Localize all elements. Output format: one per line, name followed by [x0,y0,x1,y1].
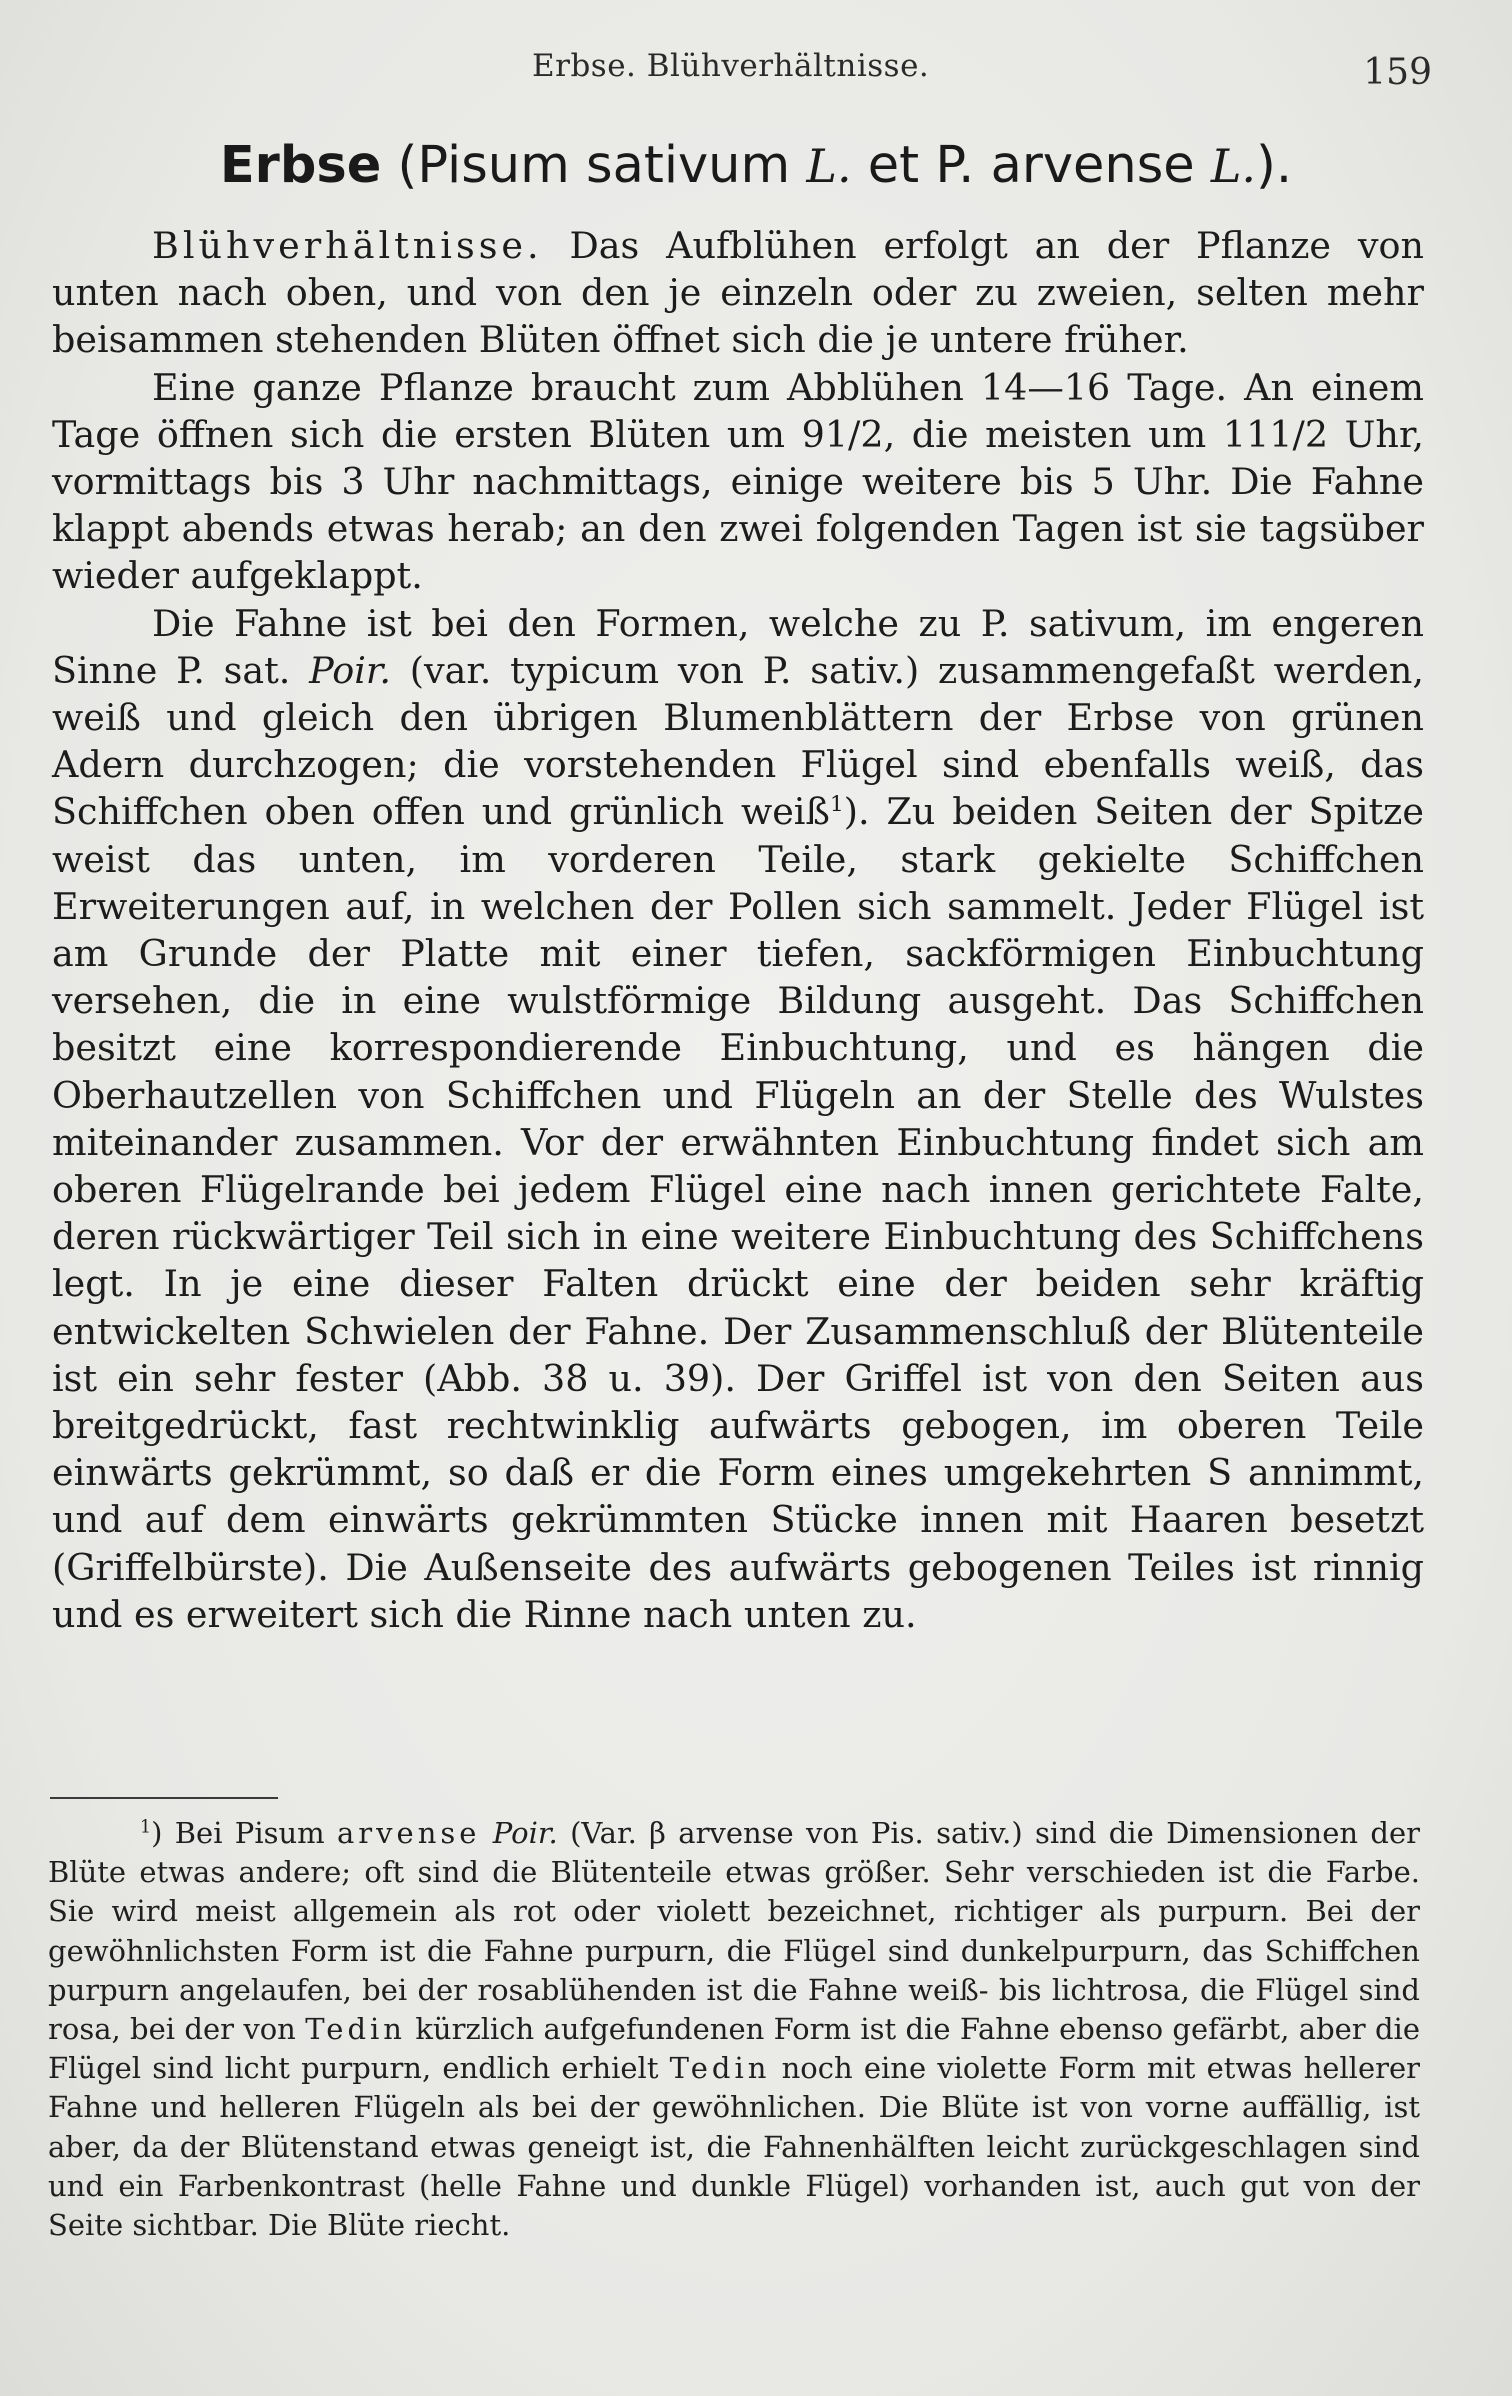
paragraph-3-b: (var. typicum von P. sativ.) zusammengefaßt werden, weiß und gleich den übrigen Blumenblättern der Erbse von grünen Adern durchzogen; die vorstehenden Flügel sind ebenfalls weiß, das Schiffchen oben offen und grünlich weiß [52,648,1424,834]
footnote-b [480,1816,492,1850]
footnote-c: (Var. β arvense von Pis. sativ.) sind die Dimensionen der Blüte etwas andere; oft sind die Blütenteile etwas größer. Sehr verschieden ist die Farbe. Sie wird meist allgemein als rot oder violett bezeichnet, richtiger als purpurn. Bei der gewöhnlichsten Form ist die Fahne purpurn, die Flügel sind dunkelpurpurn, das Schiffchen purpurn angelaufen, bei der rosablühenden ist die Fahne weiß- bis lichtrosa, die Flügel sind rosa, bei der von [48,1816,1421,2047]
footnote-e: noch eine violette Form mit etwas hellerer Fahne und helleren Flügeln als bei der gewöhnlichen. Die Blüte ist von vorne auffällig, ist aber, da der Blütenstand etwas geneigt ist, die Fahnenhälften leicht zurückgeschlagen sind und ein Farbenkontrast (helle Fahne und dunkle Flügel) vorhanden ist, auch gut von der Seite sichtbar. Die Blüte riecht. [48,2051,1421,2243]
heading-close: ). [1256,136,1293,195]
running-title: Erbse. Blühverhältnisse. [532,48,930,84]
heading-genus: Erbse [219,136,382,195]
running-head [0,48,1512,93]
paragraph-2-a: Eine ganze Pflanze braucht zum Abblühen 14—16 Tage. An einem Tage öffnen sich die ersten Blüten um 9 [52,365,1424,456]
footnote-arvense: arvense [337,1816,481,1850]
page-number: 159 [1363,52,1432,93]
body-text [52,222,1424,1638]
paragraph-1 [52,222,1424,364]
paragraph-3 [52,600,1424,1638]
paragraph-2 [52,364,1424,600]
heading-open: (Pisum sativum [381,136,807,195]
paragraph-2-b: , die meisten um 11 [883,412,1270,456]
paragraph-3-c: ). Zu beiden Seiten der Spitze weist das unten, im vorderen Teile, stark gekielte Schiffchen Erweiterungen auf, in welchen der Pollen sich sammelt. Jeder Flügel ist am Grunde der Platte mit einer tiefen, sackförmigen Einbuchtung versehen, die in eine wulstförmige Bildung ausgeht. Das Schiffchen besitzt eine korrespondierende Einbuchtung, und es hängen die Oberhautzellen von Schiffchen und Flügeln an der Stelle des Wulstes miteinander zusammen. Vor der erwähnten Einbuchtung findet sich am oberen Flügelrande bei jedem Flügel eine nach innen gerichtete Falte, deren rückwärtiger Teil sich in eine weitere Einbuchtung des Schiffchens legt. In je eine dieser Falten drückt eine der beiden sehr kräftig entwickelten Schwielen der Fahne. Der Zusammenschluß der Blütenteile ist ein sehr fester (Abb. 38 u. 39). Der Griffel ist von den Seiten aus breitgedrückt, fast rechtwinklig aufwärts gebogen, im oberen Teile einwärts gekrümmt, so daß er die Form eines umgekehrten S annimmt, und auf dem einwärts gekrümmten Stücke innen mit Haaren besetzt (Griffelbürste). Die Außenseite des aufwärts gebogenen Teiles ist rinnig und es erweitert sich die Rinne nach unten zu. [52,790,1424,1636]
footnote-divider [50,1797,278,1799]
footnote-mark: 1 [140,1817,152,1838]
fraction-half-2: 1/2 [1269,412,1329,456]
paragraph-3-a: Die Fahne ist bei den Formen, welche zu P. sativum, im engeren Sinne P. sat. [52,601,1424,692]
paragraph-1-text: Das Aufblühen erfolgt an der Pflanze von unten nach oben, und von den je einzeln oder zu zweien, selten mehr beisammen stehenden Blüten öffnet sich die je untere früher. [52,224,1424,362]
footnote-1 [48,1814,1420,2245]
paragraph-2-c: Uhr, vormittags bis 3 Uhr nachmittags, einige weitere bis 5 Uhr. Die Fahne klappt abends etwas herab; an den zwei folgenden Tagen ist sie tagsüber wieder aufgeklappt. [52,412,1424,598]
section-heading [0,136,1512,195]
footnote-ref[interactable]: 1 [829,792,844,818]
footnote-a: ) Bei Pisum [151,1816,337,1850]
footnote-tedin-1: Tedin [305,2012,406,2047]
paragraph-1-lead: Blühverhältnisse. [152,224,543,267]
heading-author-1: L. [806,139,852,193]
footnote-tedin-2: Tedin [669,2051,771,2086]
footnote-poir: Poir. [492,1816,558,1850]
heading-mid: et P. arvense [851,136,1211,195]
author-poir: Poir. [309,648,391,692]
heading-author-2: L. [1210,139,1257,193]
footnote-d: kürzlich aufgefundenen Form ist die Fahne ebenso gefärbt, aber die Flügel sind licht purpurn, endlich erhielt [48,2012,1420,2086]
fraction-half-1: 1/2 [824,412,884,456]
